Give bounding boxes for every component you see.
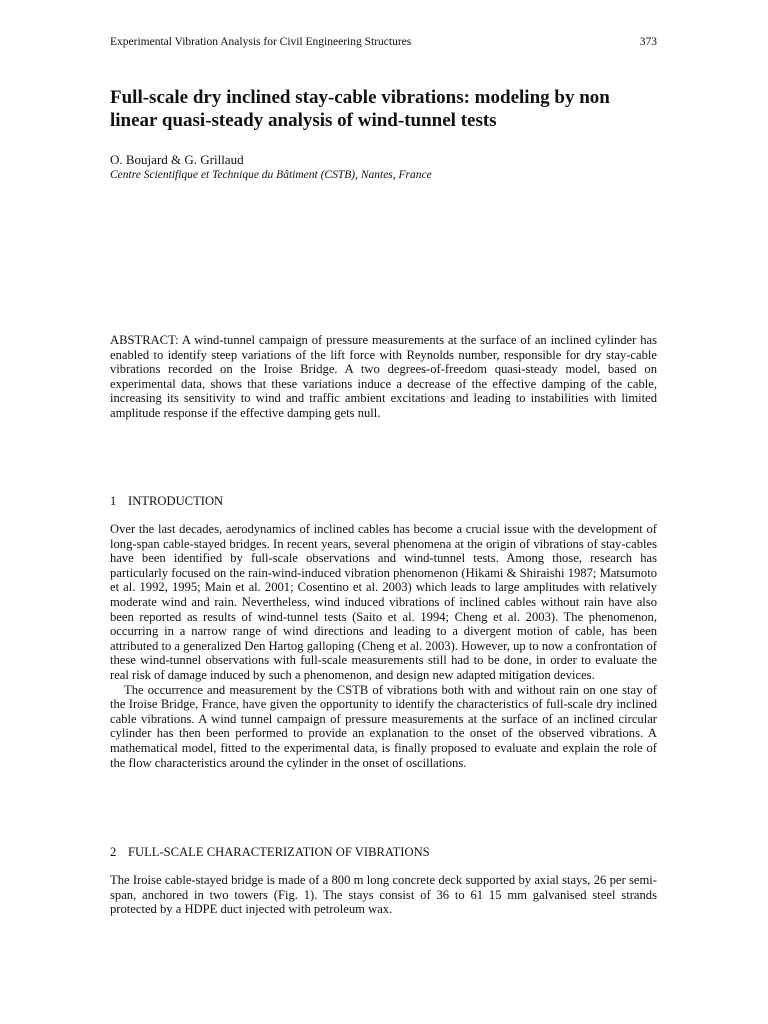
full-scale-body — [110, 873, 657, 917]
section-heading-full-scale — [110, 845, 657, 860]
authors: O. Boujard & G. Grillaud — [110, 152, 244, 167]
paragraph: Over the last decades, aerodynamics of inclined cables has become a crucial issue with the development of long-span cable-stayed bridges. In recent years, several phenomena at the origin of vibrations of stay-cables have been identified by full-scale observations and wind-tunnel tests. Among those, research has particularly focused on the rain-wind-induced vibration phenomenon (Hikami & Shiraishi 1987; Matsumoto et al. 1992, 1995; Main et al. 2001; Cosentino et al. 2003) which leads to large amplitudes with relatively moderate wind and rain. Nevertheless, wind induced vibrations of inclined cables without rain have also been reported as results of wind-tunnel tests (Saito et al. 1994; Cheng et al. 2003). The phenomenon, occurring in a narrow range of wind directions and leading to a divergent motion of cable, has been attributed to a generalized Den Hartog galloping (Cheng et al. 2003). However, up to now a confrontation of these wind-tunnel observations with full-scale measurements still had to be done, in order to evaluate the real risk of damage induced by such a phenomenon, and design new adapted mitigation devices. — [110, 522, 657, 682]
journal-title: Experimental Vibration Analysis for Civil Engineering Structures — [110, 36, 412, 48]
paragraph: The Iroise cable-stayed bridge is made of a 800 m long concrete deck supported by axial stays, 26 per semi-span, anchored in two towers (Fig. 1). The stays consist of 36 to 61 15 mm galvanised steel strands protected by a HDPE duct injected with petroleum wax. — [110, 873, 657, 917]
abstract: ABSTRACT: A wind-tunnel campaign of pressure measurements at the surface of an inclined cylinder has enabled to identify steep variations of the lift force with Reynolds number, responsible for dry stay-cable vibrations recorded on the Iroise Bridge. A two degrees-of-freedom quasi-steady model, based on experimental data, shows that these variations induce a decrease of the effective damping of the cable, increasing its sensitivity to wind and traffic ambient excitations and leading to instabilities with limited amplitude response if the effective damping gets null. — [110, 333, 657, 420]
section-title: FULL-SCALE CHARACTERIZATION OF VIBRATIONS — [128, 845, 430, 859]
running-head — [110, 35, 657, 49]
paper-title: Full-scale dry inclined stay-cable vibrations: modeling by non linear quasi-steady analysis of wind-tunnel tests — [110, 87, 610, 131]
section-number: 1 — [110, 494, 117, 508]
paragraph: The occurrence and measurement by the CSTB of vibrations both with and without rain on one stay of the Iroise Bridge, France, have given the opportunity to identify the characteristics of full-scale dry inclined cable vibrations. A wind tunnel campaign of pressure measurements at the surface of an inclined circular cylinder has then been performed to provide an explanation to the onset of the observed vibrations. A mathematical model, fitted to the experimental data, is finally proposed to evaluate and explain the role of the flow characteristics around the cylinder in the onset of oscillations. — [110, 682, 657, 770]
introduction-body — [110, 522, 657, 770]
section-title: INTRODUCTION — [128, 494, 224, 508]
section-number: 2 — [110, 845, 117, 859]
page-number: 373 — [639, 36, 657, 48]
section-heading-introduction — [110, 494, 657, 509]
affiliation: Centre Scientifique et Technique du Bâtiment (CSTB), Nantes, France — [110, 169, 432, 181]
